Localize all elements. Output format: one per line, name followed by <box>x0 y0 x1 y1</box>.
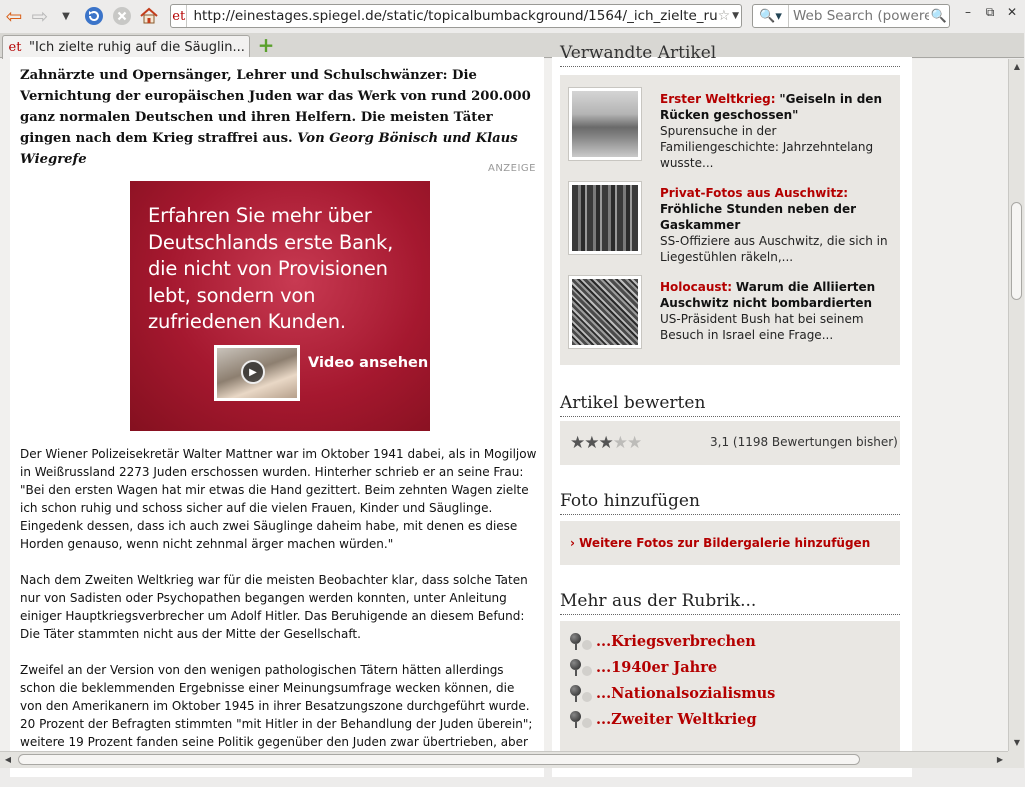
ad-banner[interactable] <box>130 181 430 431</box>
category-link[interactable] <box>570 681 775 705</box>
add-photo-link-text[interactable]: Weitere Fotos zur Bildergalerie hinzufügen <box>579 536 871 550</box>
play-icon[interactable]: ▶ <box>241 360 265 384</box>
category-link-text[interactable]: ...1940er Jahre <box>596 658 718 676</box>
related-article[interactable] <box>568 87 898 170</box>
related-image[interactable] <box>572 185 638 251</box>
minimize-icon[interactable]: – <box>965 5 971 19</box>
url-dropdown-icon[interactable]: ▼ <box>732 11 740 21</box>
plus-icon[interactable]: + <box>257 33 275 57</box>
tab-favicon: et <box>8 40 22 55</box>
category-link-text[interactable]: ...Zweiter Weltkrieg <box>596 710 757 728</box>
search-engine-icon[interactable]: 🔍▾ <box>753 5 789 27</box>
reload-icon[interactable] <box>82 4 106 28</box>
article-column <box>10 57 544 777</box>
rating-box <box>560 421 900 465</box>
star-icon[interactable]: ★ <box>584 433 599 453</box>
category-link[interactable] <box>570 707 757 731</box>
related-kicker[interactable]: Privat-Fotos aus Auschwitz: <box>660 186 849 200</box>
star-icon[interactable]: ★ <box>570 433 585 453</box>
rating-stars[interactable] <box>570 433 641 453</box>
stop-icon[interactable] <box>110 4 134 28</box>
chevron-down-icon[interactable]: ▼ <box>62 10 70 22</box>
site-identity-badge[interactable]: et <box>171 5 187 27</box>
tab-title[interactable]: "Ich zielte ruhig auf die Säuglin... <box>29 40 245 55</box>
vertical-scroll-thumb[interactable] <box>1011 202 1022 300</box>
search-icon[interactable]: 🔍 <box>930 8 948 24</box>
scroll-down-icon[interactable]: ▼ <box>1013 738 1021 747</box>
navigation-toolbar <box>0 0 1024 33</box>
scroll-left-icon[interactable]: ◀ <box>4 755 12 764</box>
scroll-right-icon[interactable]: ▶ <box>996 755 1004 764</box>
related-thumbnail[interactable] <box>568 275 642 349</box>
related-teaser: Spurensuche in der Familiengeschichte: Jahrzehntelang wusste... <box>660 124 874 170</box>
ad-video-image[interactable] <box>217 348 297 398</box>
article-body <box>20 445 540 787</box>
related-text[interactable] <box>660 185 896 265</box>
pin-icon <box>570 633 584 649</box>
sidebar-column <box>552 43 912 777</box>
related-text[interactable] <box>660 279 896 343</box>
related-thumbnail[interactable] <box>568 87 642 161</box>
related-article[interactable] <box>568 181 898 264</box>
more-section-box <box>560 621 900 757</box>
add-photo-box <box>560 521 900 565</box>
star-icon[interactable]: ☆ <box>717 8 731 24</box>
related-headline[interactable]: Warum die Alliierten Auschwitz nicht bombardierten <box>660 280 876 310</box>
related-image[interactable] <box>572 279 638 345</box>
pin-icon <box>570 685 584 701</box>
horizontal-scroll-thumb[interactable] <box>18 754 860 765</box>
related-headline[interactable]: Fröhliche Stunden neben der Gaskammer <box>660 202 857 232</box>
more-section-title: Mehr aus der Rubrik... <box>560 591 900 615</box>
related-teaser: US-Präsident Bush hat bei seinem Besuch in Israel eine Frage... <box>660 312 864 342</box>
category-link-text[interactable]: ...Kriegsverbrechen <box>596 632 756 650</box>
add-photo-title: Foto hinzufügen <box>560 491 900 515</box>
related-articles-title: Verwandte Artikel <box>560 43 900 67</box>
star-icon[interactable]: ★ <box>598 433 613 453</box>
rating-summary: 3,1 (1198 Bewertungen bisher) <box>710 435 898 449</box>
scrollbar-corner <box>1008 751 1024 768</box>
related-headline[interactable]: "Geiseln in den Rücken geschossen" <box>660 92 882 122</box>
article-paragraph: Zweifel an der Version von den wenigen pathologischen Tätern hätten allerdings schon die beklemmenden Ergebnisse einer Meinungsumfrage wecken können, die von den Amerikanern im Oktober 1945 in ihrer Besatzungszone durchgeführt wurde. 20 Prozent der Befragten stimmten "mit Hitler in der Behandlung der Juden überein"; weitere 19 Prozent fanden seine Politik gegenüber den Juden zwar übertrieben, aber <box>20 663 533 749</box>
pin-icon <box>570 659 584 675</box>
article-intro <box>20 65 532 170</box>
close-icon[interactable]: ✕ <box>1006 5 1018 19</box>
ad-text[interactable]: Erfahren Sie mehr über Deutschlands erste Bank, die nicht von Provisionen lebt, sondern von zufriedenen Kunden. <box>148 204 394 333</box>
category-link-text[interactable]: ...Nationalsozialismus <box>596 684 776 702</box>
forward-arrow-icon[interactable]: ⇨ <box>31 4 49 28</box>
category-link[interactable] <box>570 629 756 653</box>
category-link[interactable] <box>570 655 717 679</box>
pin-icon <box>570 711 584 727</box>
maximize-icon[interactable]: ⧉ <box>985 4 995 19</box>
related-image[interactable] <box>572 91 638 157</box>
article-paragraph: Nach dem Zweiten Weltkrieg war für die meisten Beobachter klar, dass solche Taten nur von Sadisten oder Psychopathen begangen werden konnten, unter Anleitung einiger Hauptkriegsverbrecher um Adolf Hitler. Das Beruhigende an diesem Befund: Die Täter stammten nicht aus der Mitte der Gesellschaft. <box>20 573 528 641</box>
vertical-scrollbar[interactable] <box>1008 59 1024 751</box>
ad-video-label[interactable]: Video ansehen <box>308 355 429 371</box>
rating-title: Artikel bewerten <box>560 393 900 417</box>
article-paragraph: Der Wiener Polizeisekretär Walter Mattner war im Oktober 1941 dabei, als in Mogiljow in Weißrussland 2273 Juden erschossen wurden. Hinterher schrieb er an seine Frau: "Bei den ersten Wagen hat mir etwas die Hand gezittert. Beim zehnten Wagen zielte ich schon ruhig und schoss sicher auf die vielen Frauen, Kinder und Säuglinge. Eingedenk dessen, dass ich auch zwei Säuglinge daheim habe, mit denen es diese Horden genauso, wenn nicht zehnmal ärger machen würden." <box>20 447 537 551</box>
add-photo-link[interactable]: › Weitere Fotos zur Bildergalerie hinzufügen <box>570 536 871 550</box>
star-icon[interactable]: ★ <box>627 433 642 453</box>
tab-article[interactable] <box>2 35 250 59</box>
horizontal-scrollbar[interactable] <box>0 751 1008 768</box>
related-articles-box <box>560 75 900 365</box>
related-text[interactable] <box>660 91 896 171</box>
home-icon[interactable] <box>137 4 161 28</box>
star-icon[interactable]: ★ <box>612 433 627 453</box>
scroll-up-icon[interactable]: ▲ <box>1013 62 1021 71</box>
url-bar[interactable] <box>170 4 742 28</box>
search-bar[interactable] <box>752 4 950 28</box>
back-arrow-icon[interactable]: ⇦ <box>5 4 23 28</box>
url-text[interactable]: http://einestages.spiegel.de/static/topicalbumbackground/1564/_ich_zielte_ru <box>193 8 718 24</box>
related-teaser: SS-Offiziere aus Auschwitz, die sich in Liegestühlen räkeln,... <box>660 234 888 264</box>
related-kicker[interactable]: Holocaust: <box>660 280 733 294</box>
related-thumbnail[interactable] <box>568 181 642 255</box>
related-article[interactable] <box>568 275 898 355</box>
ad-video-thumbnail[interactable] <box>214 345 300 401</box>
search-input[interactable] <box>789 8 929 24</box>
related-kicker[interactable]: Erster Weltkrieg: <box>660 92 776 106</box>
article-authors: Von Georg Bönisch und Klaus Wiegrefe <box>20 131 518 167</box>
article-intro-text: Zahnärzte und Opernsänger, Lehrer und Schulschwänzer: Die Vernichtung der europäischen Juden war das Werk von rund 200.000 ganz normalen Deutschen und ihren Helfern. Die meisten Täter gingen nach dem Krieg straffrei aus. <box>20 68 531 146</box>
ad-label: ANZEIGE <box>487 163 536 174</box>
